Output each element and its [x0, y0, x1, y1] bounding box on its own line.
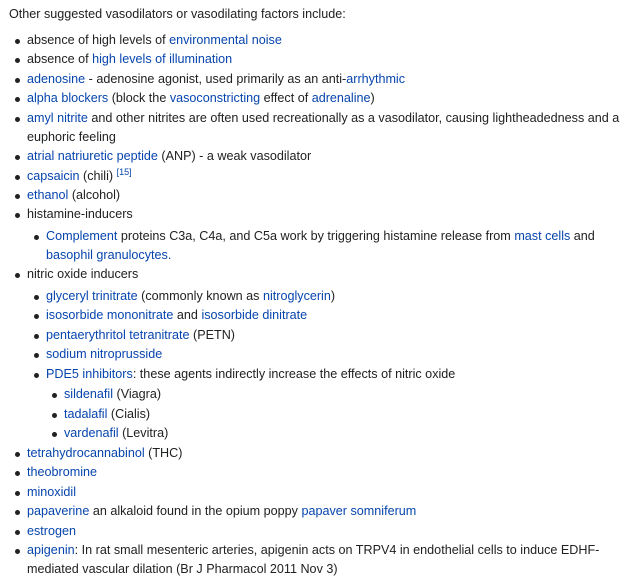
link-pentaerythritol-tetranitrate[interactable]: pentaerythritol tetranitrate — [46, 327, 190, 342]
list-item-capsaicin — [27, 167, 634, 186]
item-text: and — [570, 229, 595, 244]
list-item-papaverine — [27, 502, 634, 521]
link-complement[interactable]: Complement — [46, 229, 118, 244]
list-item-vardenafil — [64, 424, 634, 443]
list-item-environmental-noise — [27, 31, 634, 50]
link-papaverine[interactable]: papaverine — [27, 504, 90, 519]
link-high-levels-of-illumination[interactable]: high levels of illumination — [92, 52, 233, 67]
link-arrhythmic[interactable]: arrhythmic — [346, 71, 406, 86]
list-item-sodium-nitroprusside — [46, 345, 634, 364]
list-item-theobromine — [27, 463, 634, 482]
nitric-oxide-sublist — [46, 287, 634, 443]
list-item-petn — [46, 326, 634, 345]
item-text: (alcohol) — [68, 187, 121, 202]
item-text: (PETN) — [189, 327, 235, 342]
list-item-adenosine — [27, 70, 634, 89]
pde5-sublist — [64, 385, 634, 443]
list-item-nitric-oxide-inducers — [27, 265, 634, 443]
link-mast-cells[interactable]: mast cells — [514, 229, 571, 244]
item-text: and other nitrites are often used recreationally as a vasodilator, causing lightheadedness and a euphoric feeling — [27, 110, 620, 144]
item-text: ) — [330, 288, 336, 303]
list-item-amyl-nitrite — [27, 109, 634, 146]
item-text: proteins C3a, C4a, and C5a work by triggering histamine release from — [117, 229, 515, 244]
list-item-pde5-inhibitors — [46, 365, 634, 443]
link-alpha-blockers[interactable]: alpha blockers — [27, 91, 109, 106]
link-apigenin[interactable]: apigenin — [27, 543, 75, 558]
link-sodium-nitroprusside[interactable]: sodium nitroprusside — [46, 347, 163, 362]
link-vasoconstricting[interactable]: vasoconstricting — [169, 91, 261, 106]
list-item-estrogen — [27, 522, 634, 541]
item-text: histamine-inducers — [27, 207, 133, 222]
link-atrial-natriuretic-peptide[interactable]: atrial natriuretic peptide — [27, 149, 158, 164]
link-estrogen[interactable]: estrogen — [27, 523, 77, 538]
item-text: (Levitra) — [118, 426, 169, 441]
list-item-sildenafil — [64, 385, 634, 404]
item-text: effect of — [260, 91, 312, 106]
item-text: (chili) — [79, 168, 117, 183]
list-item-isosorbide — [46, 306, 634, 325]
link-isosorbide-dinitrate[interactable]: isosorbide dinitrate — [201, 308, 308, 323]
list-item-minoxidil — [27, 483, 634, 502]
intro-paragraph: Other suggested vasodilators or vasodilating factors include: — [9, 7, 346, 21]
item-text: (Viagra) — [113, 387, 162, 402]
list-item-anp — [27, 147, 634, 166]
item-text: (THC) — [144, 445, 183, 460]
link-glyceryl-trinitrate[interactable]: glyceryl trinitrate — [46, 288, 138, 303]
list-item-tadalafil — [64, 405, 634, 424]
link-environmental-noise[interactable]: environmental noise — [169, 33, 282, 47]
link-nitroglycerin[interactable]: nitroglycerin — [262, 288, 331, 303]
item-text: absence of — [27, 52, 93, 67]
item-text: and — [173, 308, 202, 323]
item-text: - adenosine agonist, used primarily as an anti- — [85, 71, 347, 86]
link-amyl-nitrite[interactable]: amyl nitrite — [27, 110, 88, 125]
item-text: (commonly known as — [137, 288, 263, 303]
item-text: nitric oxide inducers — [27, 267, 139, 282]
link-capsaicin[interactable]: capsaicin — [27, 168, 80, 183]
link-tetrahydrocannabinol[interactable]: tetrahydrocannabinol — [27, 445, 145, 460]
link-basophil-granulocytes[interactable]: basophil granulocytes. — [46, 247, 172, 262]
item-text: absence of high levels of — [27, 33, 170, 47]
item-text: (Cialis) — [107, 406, 151, 421]
link-pde5-inhibitors[interactable]: PDE5 inhibitors — [46, 366, 133, 381]
item-text: : In rat small mesenteric arteries, apigenin acts on TRPV4 in endothelial cells to induce EDHF-mediated vascular dilation (Br J Pharmacol 2011 Nov 3) — [27, 543, 600, 576]
link-sildenafil[interactable]: sildenafil — [64, 387, 114, 402]
list-item-glyceryl-trinitrate — [46, 287, 634, 306]
list-item-complement — [46, 227, 634, 264]
link-vardenafil[interactable]: vardenafil — [64, 426, 119, 441]
list-item-ethanol — [27, 186, 634, 205]
link-tadalafil[interactable]: tadalafil — [64, 406, 108, 421]
item-text: (block the — [108, 91, 170, 106]
item-text: ) — [370, 91, 375, 106]
list-item-histamine-inducers — [27, 205, 634, 264]
histamine-sublist — [46, 227, 634, 264]
link-theobromine[interactable]: theobromine — [27, 465, 98, 480]
list-item-illumination — [27, 50, 634, 69]
vasodilator-list — [27, 31, 634, 579]
list-item-thc — [27, 444, 634, 463]
link-adenosine[interactable]: adenosine — [27, 71, 86, 86]
link-isosorbide-mononitrate[interactable]: isosorbide mononitrate — [46, 308, 174, 323]
item-text: an alkaloid found in the opium poppy — [89, 504, 302, 519]
link-adrenaline[interactable]: adrenaline — [311, 91, 371, 106]
list-item-alpha-blockers — [27, 89, 634, 108]
item-text: (ANP) - a weak vasodilator — [157, 149, 312, 164]
reference-link[interactable]: [15] — [116, 166, 132, 177]
link-minoxidil[interactable]: minoxidil — [27, 484, 76, 499]
link-ethanol[interactable]: ethanol — [27, 187, 69, 202]
list-item-apigenin — [27, 541, 634, 578]
link-papaver-somniferum[interactable]: papaver somniferum — [301, 504, 417, 519]
item-text: : these agents indirectly increase the effects of nitric oxide — [132, 366, 456, 381]
